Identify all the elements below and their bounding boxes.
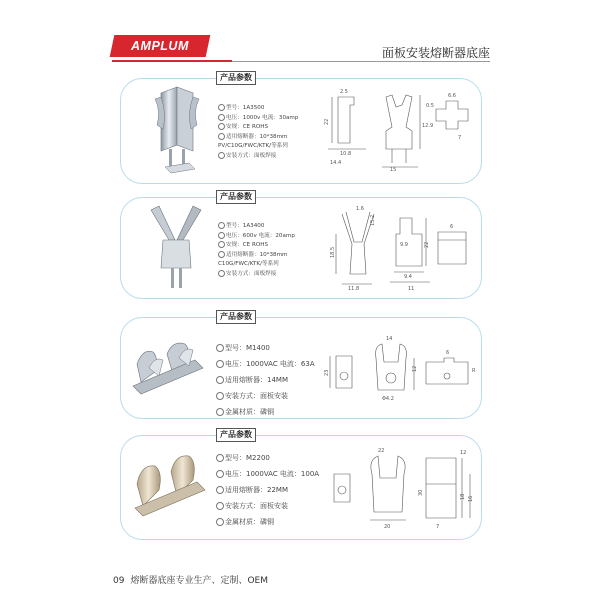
header-rule — [232, 61, 490, 62]
svg-text:1.6: 1.6 — [356, 206, 364, 212]
bullet-icon — [218, 152, 225, 159]
bullet-icon — [216, 518, 224, 526]
bullet-icon — [216, 470, 224, 478]
product-card-1a3500 — [120, 73, 482, 184]
svg-text:12: 12 — [412, 365, 418, 372]
spec-row: 安装方式：面板焊接 — [218, 270, 295, 280]
spec-list — [216, 340, 315, 420]
bullet-icon — [216, 360, 224, 368]
footer-text: 熔断器底座专业生产、定制、OEM — [130, 576, 268, 586]
dimension-drawing-1a3500 — [326, 87, 476, 173]
svg-text:15: 15 — [390, 167, 397, 173]
svg-text:12.9: 12.9 — [422, 123, 434, 129]
bullet-icon — [218, 270, 225, 277]
svg-text:18: 18 — [460, 493, 466, 500]
bullet-icon — [216, 344, 224, 352]
svg-text:14: 14 — [386, 336, 393, 342]
bullet-icon — [218, 241, 225, 248]
bullet-icon — [218, 104, 225, 111]
svg-text:30: 30 — [418, 489, 424, 496]
svg-text:7: 7 — [436, 524, 440, 530]
product-photo-1a3500 — [147, 85, 207, 177]
spec-row: 电压：1000VAC 电流：63A — [216, 356, 315, 372]
spec-list — [216, 450, 319, 530]
card-label: 产品参数 — [216, 310, 256, 324]
card-label: 产品参数 — [216, 71, 256, 85]
svg-text:2.5: 2.5 — [340, 89, 348, 95]
page-number: 09 — [113, 576, 125, 586]
brand-name: AMPLUM — [131, 39, 189, 53]
bullet-icon — [216, 502, 224, 510]
spec-list — [218, 222, 295, 279]
dimension-drawing-m2200 — [326, 444, 476, 534]
svg-text:20: 20 — [384, 524, 391, 530]
svg-text:15.2: 15.2 — [370, 214, 376, 226]
spec-row: 适用熔断器：10*38mm — [218, 251, 295, 261]
svg-text:10.8: 10.8 — [340, 151, 352, 157]
bullet-icon — [216, 376, 224, 384]
svg-text:11.8: 11.8 — [348, 286, 360, 292]
brand-logo — [110, 35, 211, 57]
spec-row: 型号：1A3400 — [218, 222, 295, 232]
svg-text:6: 6 — [446, 350, 450, 356]
bullet-icon — [218, 222, 225, 229]
svg-text:12: 12 — [460, 450, 467, 456]
product-photo-1a3400 — [145, 204, 207, 292]
bullet-icon — [216, 392, 224, 400]
spec-row: C10G/FWC/KTK/等系列 — [218, 261, 279, 267]
card-label: 产品参数 — [216, 190, 256, 204]
svg-text:6: 6 — [450, 224, 454, 230]
card-label: 产品参数 — [216, 428, 256, 442]
bullet-icon — [216, 486, 224, 494]
page-title: 面板安装熔断器底座 — [381, 46, 490, 60]
bullet-icon — [218, 114, 225, 121]
svg-text:22: 22 — [424, 241, 430, 248]
bullet-icon — [218, 123, 225, 130]
dimension-drawing-m1400 — [326, 332, 476, 412]
svg-text:0.5: 0.5 — [426, 103, 434, 109]
bullet-icon — [218, 251, 225, 258]
svg-text:18.5: 18.5 — [330, 246, 336, 258]
page-footer — [113, 573, 268, 586]
product-photo-m1400 — [129, 338, 209, 398]
spec-row: 电压：600v 电流：20amp — [218, 232, 295, 242]
spec-row: 安规：CE ROHS — [218, 241, 295, 251]
spec-row: 金属材质：磷铜 — [216, 514, 319, 530]
spec-row: 安装方式：面板焊接 — [218, 152, 298, 162]
product-card-1a3400 — [120, 192, 482, 299]
svg-text:Φ4.2: Φ4.2 — [382, 396, 394, 402]
svg-text:6.6: 6.6 — [448, 93, 456, 99]
dimension-drawing-1a3400 — [326, 204, 476, 292]
spec-row: 型号：1A3500 — [218, 104, 298, 114]
svg-text:22: 22 — [378, 448, 385, 454]
spec-row: 型号：M2200 — [216, 450, 319, 466]
spec-row: 金属材质：磷铜 — [216, 404, 315, 420]
svg-text:23: 23 — [324, 369, 330, 376]
bullet-icon — [218, 133, 225, 140]
svg-text:7: 7 — [458, 135, 462, 141]
spec-row: 电压：1000v 电流：30amp — [218, 114, 298, 124]
spec-row: 电压：1000VAC 电流：100A — [216, 466, 319, 482]
svg-text:11: 11 — [408, 286, 415, 292]
bullet-icon — [218, 232, 225, 239]
spec-row: 安规：CE ROHS — [218, 123, 298, 133]
svg-text:9.9: 9.9 — [400, 242, 408, 248]
header-rule-accent — [112, 60, 232, 62]
spec-row: 适用熔断器：10*38mm — [218, 133, 298, 143]
spec-row: 适用熔断器：22MM — [216, 482, 319, 498]
svg-text:16: 16 — [468, 495, 474, 502]
bullet-icon — [216, 408, 224, 416]
spec-row: 安装方式：面板安装 — [216, 388, 315, 404]
product-card-m1400 — [120, 312, 482, 419]
bullet-icon — [216, 454, 224, 462]
product-photo-m2200 — [131, 454, 211, 520]
spec-row: PV/C10G/FWC/KTK/等系列 — [218, 143, 288, 149]
spec-list — [218, 104, 298, 161]
spec-row: 安装方式：面板安装 — [216, 498, 319, 514]
product-card-m2200 — [120, 430, 482, 540]
spec-row: 适用熔断器：14MM — [216, 372, 315, 388]
svg-text:14.4: 14.4 — [330, 160, 342, 166]
svg-text:22: 22 — [324, 118, 330, 125]
spec-row: 型号：M1400 — [216, 340, 315, 356]
svg-text:R: R — [472, 368, 476, 374]
svg-text:9.4: 9.4 — [404, 274, 412, 280]
